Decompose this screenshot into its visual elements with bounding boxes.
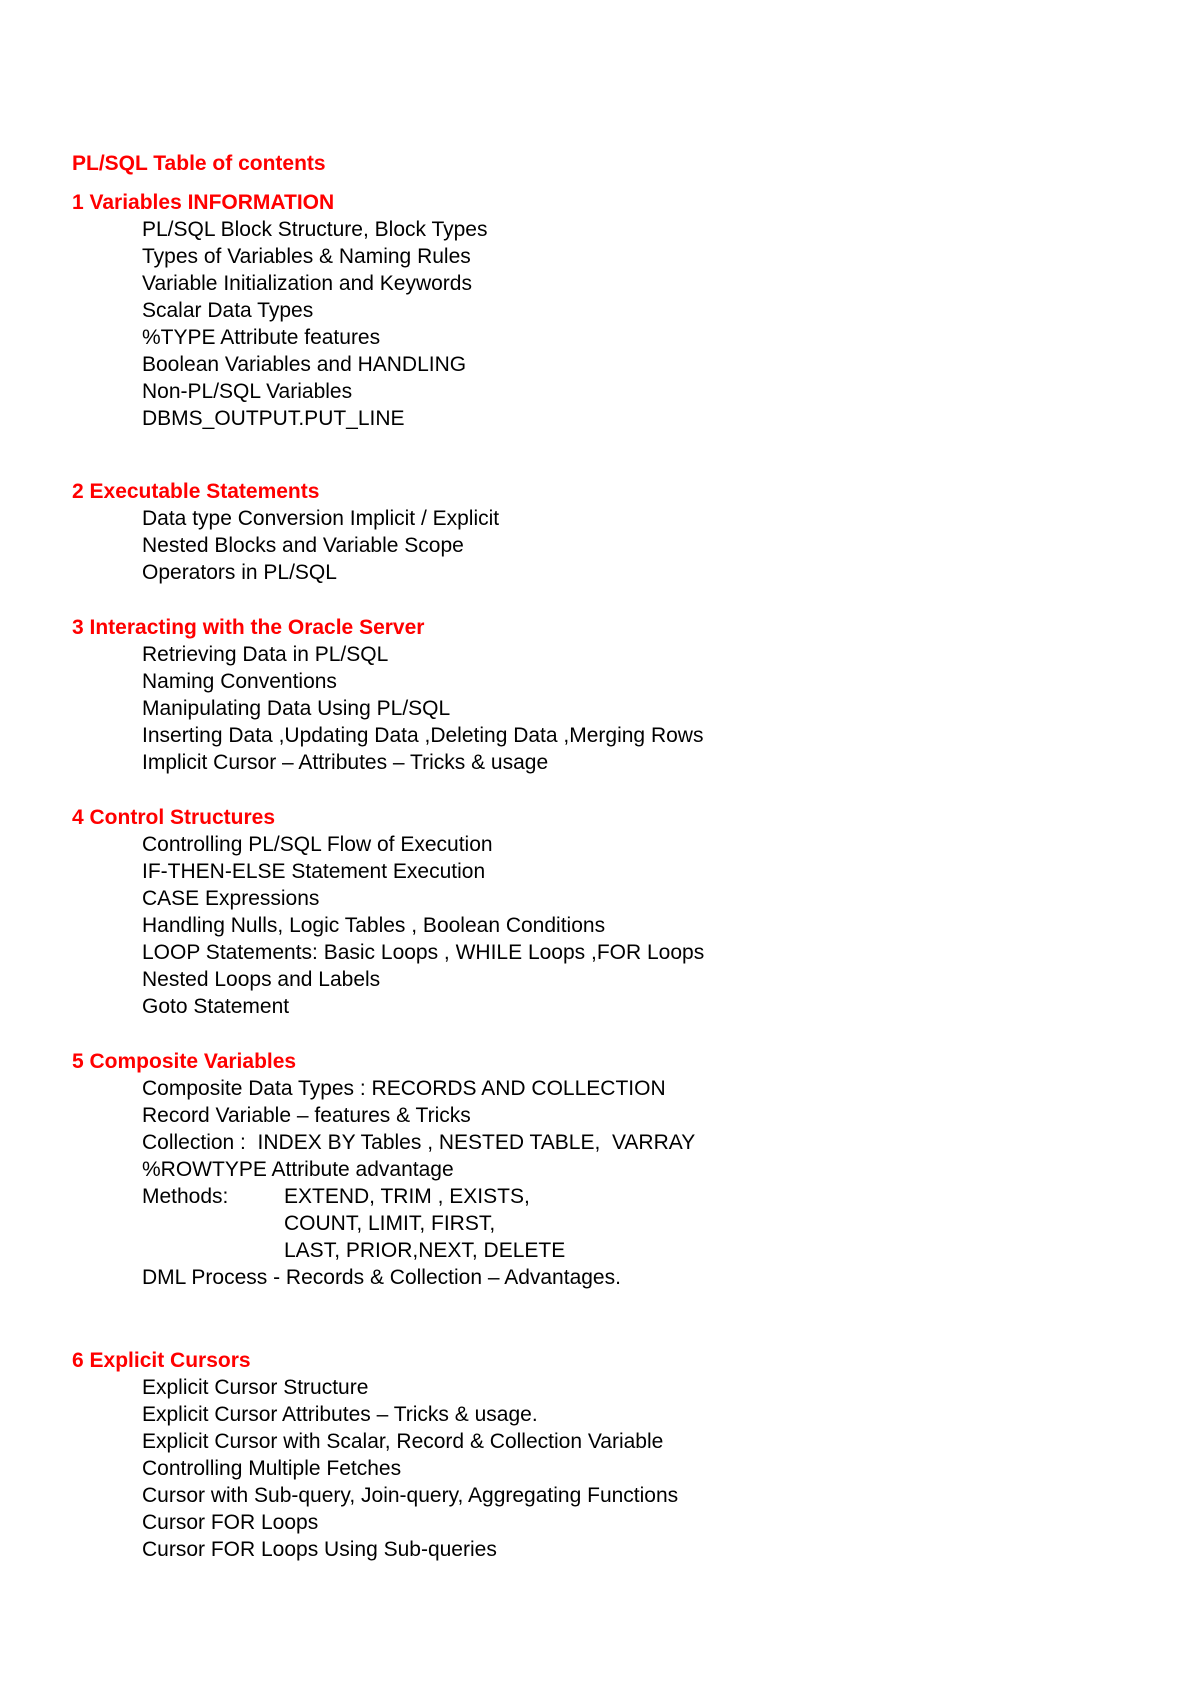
- methods-line: EXTEND, TRIM , EXISTS,: [284, 1185, 530, 1208]
- section-composite-variables: [72, 1048, 695, 1291]
- list-item: CASE Expressions: [142, 887, 320, 910]
- list-item: %TYPE Attribute features: [142, 326, 381, 349]
- section-heading: 4 Control Structures: [72, 806, 276, 829]
- list-item: Implicit Cursor – Attributes – Tricks & usage: [142, 751, 549, 774]
- methods-line: LAST, PRIOR,NEXT, DELETE: [284, 1239, 566, 1262]
- list-item: Explicit Cursor Structure: [142, 1376, 369, 1399]
- methods-row: [72, 1237, 695, 1264]
- list-item: LOOP Statements: Basic Loops , WHILE Loops ,FOR Loops: [142, 941, 705, 964]
- methods-line: COUNT, LIMIT, FIRST,: [284, 1212, 496, 1235]
- list-item: IF-THEN-ELSE Statement Execution: [142, 860, 486, 883]
- methods-label: Methods:: [142, 1185, 229, 1208]
- list-item: Scalar Data Types: [142, 299, 314, 322]
- list-item: Manipulating Data Using PL/SQL: [142, 697, 451, 720]
- methods-row: [72, 1183, 695, 1210]
- list-item: Types of Variables & Naming Rules: [142, 245, 471, 268]
- document-title: PL/SQL Table of contents: [72, 152, 326, 175]
- list-item: Controlling Multiple Fetches: [142, 1457, 402, 1480]
- list-item: Boolean Variables and HANDLING: [142, 353, 467, 376]
- list-item: Composite Data Types : RECORDS AND COLLECTION: [142, 1077, 666, 1100]
- section-heading: 5 Composite Variables: [72, 1050, 297, 1073]
- list-item: Explicit Cursor Attributes – Tricks & usage.: [142, 1403, 538, 1426]
- methods-row: [72, 1210, 695, 1237]
- list-item: Naming Conventions: [142, 670, 337, 693]
- list-item: Nested Blocks and Variable Scope: [142, 534, 464, 557]
- section-explicit-cursors: [72, 1347, 678, 1563]
- list-item: Cursor FOR Loops: [142, 1511, 319, 1534]
- list-item: Goto Statement: [142, 995, 290, 1018]
- list-item: Operators in PL/SQL: [142, 561, 337, 584]
- section-executable-statements: [72, 478, 499, 586]
- section-control-structures: [72, 804, 704, 1020]
- section-variables: [72, 189, 488, 432]
- section-oracle-server: [72, 614, 703, 776]
- section-heading: 3 Interacting with the Oracle Server: [72, 616, 425, 639]
- list-item: Cursor FOR Loops Using Sub-queries: [142, 1538, 497, 1561]
- list-item: %ROWTYPE Attribute advantage: [142, 1158, 454, 1181]
- section-heading: 2 Executable Statements: [72, 480, 320, 503]
- list-item: Explicit Cursor with Scalar, Record & Collection Variable: [142, 1430, 664, 1453]
- section-heading: 6 Explicit Cursors: [72, 1349, 251, 1372]
- list-item: PL/SQL Block Structure, Block Types: [142, 218, 488, 241]
- list-item: Controlling PL/SQL Flow of Execution: [142, 833, 493, 856]
- list-item: DML Process - Records & Collection – Advantages.: [142, 1266, 621, 1289]
- list-item: Collection : INDEX BY Tables , NESTED TABLE, VARRAY: [142, 1131, 696, 1154]
- list-item: DBMS_OUTPUT.PUT_LINE: [142, 407, 405, 430]
- methods-label-spacer: [142, 1210, 284, 1237]
- list-item: Data type Conversion Implicit / Explicit: [142, 507, 500, 530]
- list-item: Inserting Data ,Updating Data ,Deleting Data ,Merging Rows: [142, 724, 704, 747]
- list-item: Nested Loops and Labels: [142, 968, 381, 991]
- list-item: Cursor with Sub-query, Join-query, Aggregating Functions: [142, 1484, 679, 1507]
- methods-label-spacer: [142, 1237, 284, 1264]
- section-heading: 1 Variables INFORMATION: [72, 191, 335, 214]
- list-item: Record Variable – features & Tricks: [142, 1104, 471, 1127]
- list-item: Retrieving Data in PL/SQL: [142, 643, 389, 666]
- list-item: Handling Nulls, Logic Tables , Boolean Conditions: [142, 914, 606, 937]
- list-item: Variable Initialization and Keywords: [142, 272, 472, 295]
- list-item: Non-PL/SQL Variables: [142, 380, 353, 403]
